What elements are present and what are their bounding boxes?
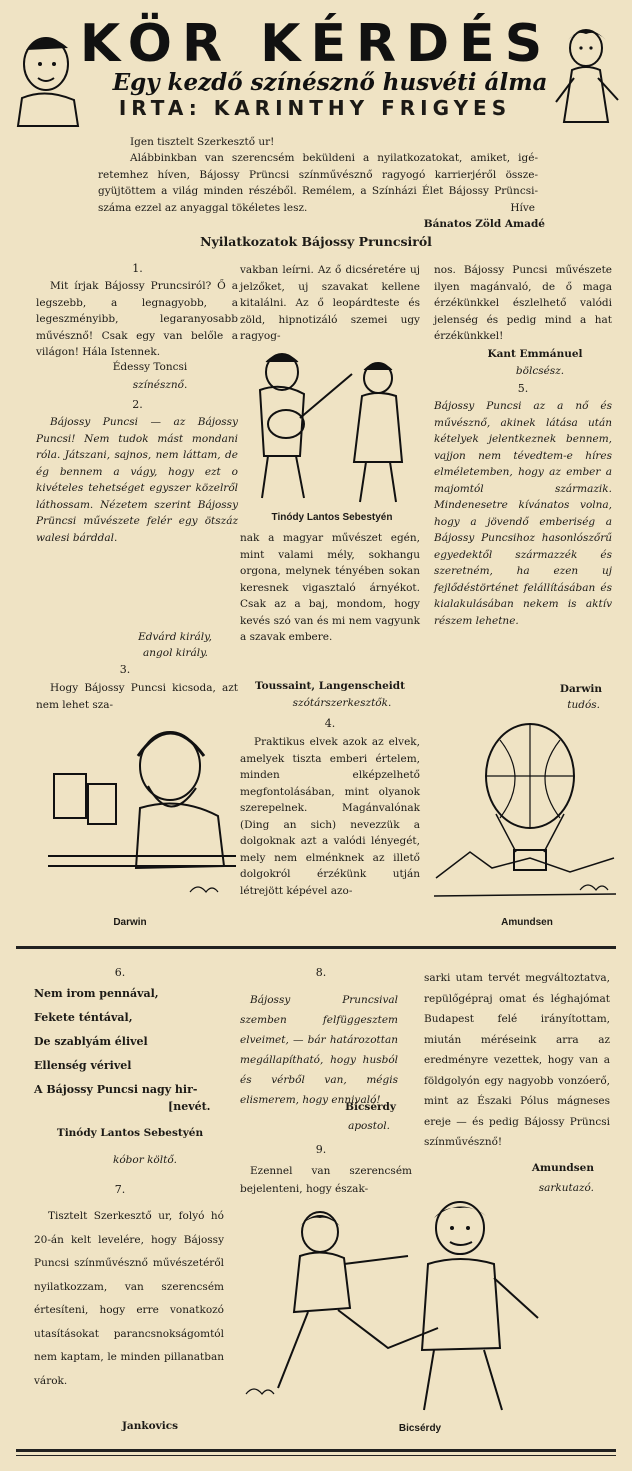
item-number-3: 3. [119, 663, 131, 676]
poem-line-2: Fekete téntával, [34, 1011, 133, 1024]
intro-salutation: Igen tisztelt Szerkesztő ur! [130, 136, 275, 148]
signature-9-title: sarkutazó. [538, 1182, 594, 1194]
statement-3: Hogy Bájossy Puncsi kicsoda, azt nem lehet sza- [36, 682, 238, 711]
header-author: IRTA: KARINTHY FRIGYES [118, 96, 512, 120]
signature-1-name: Édessy Toncsi [112, 361, 188, 373]
bicserdy-drawing [238, 1198, 618, 1418]
header-left-figure [8, 28, 88, 128]
bottom-rule-thin [16, 1455, 616, 1456]
signature-6-name: Tinódy Lantos Sebestyén [56, 1127, 204, 1139]
signature-4-title: bölcsész. [515, 365, 565, 377]
signature-8-name: Bicsérdy [345, 1101, 396, 1113]
darwin-drawing [40, 716, 240, 906]
signature-9-name: Amundsen [531, 1162, 594, 1174]
signature-3-title: szótárszerkesztők. [292, 697, 392, 709]
header-subtitle: Egy kezdő színésznő husvéti álma [112, 69, 548, 96]
amundsen-drawing [430, 718, 620, 908]
amundsen-caption: Amundsen [501, 917, 553, 928]
signature-6-title: kóbor költő. [112, 1154, 177, 1166]
statement-8: Bájossy Pruncsival szemben felfüggesztem elveimet, — bár határozottan megállapítható, hogy husból és vérből van, mégis elismerem, hogy ennivaló! [240, 994, 398, 1106]
signature-3-name: Toussaint, Langenscheidt [255, 680, 405, 692]
signature-2-name: Edvárd király, [138, 631, 212, 643]
statement-7: Tisztelt Szerkesztő ur, folyó hó 20-án kelt levelére, hogy Bájossy Puncsi színművésznő művészetéről nyilatkozzam, van szerencsém értesíteni, hogy erre vonatkozó utasításokat parancsnokságomtól nem kaptam, le minden pillanatban várok. [34, 1210, 224, 1387]
signature-7-name: Jankovics [121, 1420, 179, 1432]
header-right-figure [548, 18, 626, 124]
statement-3-end: nak a magyar művészet egén, mint valami mély, sokhangu orgona, melynek tényében sokan keresnek vigasztaló árnyékot. Csak az a baj, mondom, hogy kevés szó van és mi nem vagyunk a szavak embere. [240, 532, 420, 643]
signature-4-name: Kant Emmánuel [487, 348, 583, 360]
item-number-2: 2. [132, 398, 143, 411]
intro-signature: Bánatos Zöld Amadé [423, 218, 545, 230]
bottom-rule-thick [16, 1449, 616, 1452]
bicserdy-caption: Bicsérdy [398, 1423, 442, 1434]
signature-8-title: apostol. [348, 1120, 390, 1132]
signature-5-title: tudós. [567, 699, 600, 711]
intro-body: Alábbinkban van szerencsém beküldeni a nyilatkozatokat, amiket, igé-retemhez híven, Bájossy Prüncsi színművésznő ragyogó karrierjéről össze-gyüjtöttem a világ minden részéből. Remélem, a Színházi Élet Bájossy Prüncsi-száma ezzel az anyaggal tökéletes lesz. [98, 152, 538, 214]
tinody-drawing [240, 338, 420, 510]
statement-5: Bájossy Puncsi az a nő és művésznő, akinek látása után kételyek jelentkeznek bennem, vajjon nem tévedtem-e híres elméletemben, hogy az ember a majomtól származik. Mindenesetre kívánatos volna, hogy a jövendő emberiség a Bájossy Puncsihoz hasonlószőrű egyedektől származzék és szeretném, ha ezen uj fejlődéstörténet felállításában és kialakulásában nekem is aktív részem lehetne. [434, 400, 612, 627]
statement-9-cont: sarki utam tervét megváltoztatva, repülőgépraj omat és léghajómat Budapest felé irányítottam, miután méréseink arra az eredményre vezettek, hogy van a földgolyón egy nagyobb vonzóerő, mint az Északi Pólus mágneses ereje — és pedig Bájossy Prüncsi színművésznő! [424, 972, 610, 1148]
statement-9: Ezennel van szerencsém bejelenteni, hogy észak- [240, 1165, 412, 1195]
item-number-9: 9. [315, 1143, 327, 1156]
item-number-6: 6. [114, 966, 126, 979]
intro-closing: Híve [510, 202, 535, 214]
poem-line-1: Nem irom pennával, [34, 987, 159, 1000]
poem-line-4: Ellenség vérivel [34, 1059, 132, 1072]
signature-1-title: színésznő. [132, 379, 188, 391]
poem-line-3: De szablyám élivel [34, 1035, 148, 1048]
statement-2: Bájossy Puncsi — az Bájossy Puncsi! Nem tudok mást mondani róla. Játszani, sajnos, nem láttam, de ég bennem a vágy, hogy ezt o kivételes tehetséget egyszer közelről láthossam. Nézetem szerint Bájossy Prüncsi művészete felér egy ötszáz walesi bárddal. [36, 416, 238, 544]
item-number-4: 4. [324, 717, 336, 730]
item-number-1: 1. [132, 262, 143, 275]
statement-1: Mit írjak Bájossy Pruncsiról? Ő a legszebb, a legnagyobb, a legeszményibb, legaranyosabb művésznő! Csak egy van belőle a világon! Hála Istennek. [36, 280, 238, 358]
darwin-caption: Darwin [113, 917, 147, 928]
signature-5-name: Darwin [559, 683, 602, 695]
section-divider [16, 946, 616, 949]
item-number-5: 5. [517, 382, 529, 395]
header-title: KÖR KÉRDÉS [79, 14, 553, 74]
tinody-caption: Tinódy Lantos Sebestyén [271, 512, 393, 523]
poem-line-6: [nevét. [168, 1100, 211, 1113]
statement-4-cont: nos. Bájossy Puncsi művészete ilyen magánvaló, de ő maga érzékünkkel észlelhető valódi jelenség és pedig mind a hat érzékünkkel! [434, 264, 612, 342]
statement-4: Praktikus elvek azok az elvek, amelyek tiszta emberi értelem, minden elképzelhető megfontolásában, mint olyanok szerepelnek. Magánvalónak (Ding an sich) nevezzük a dolgoknak azt a valódi lényegét, mely nem elménknek az illető dolgokról érzékünk utján létrejött képével azo- [240, 736, 420, 897]
signature-2-title: angol király. [143, 647, 208, 659]
poem-line-5: A Bájossy Puncsi nagy hir- [34, 1083, 198, 1096]
item-number-8: 8. [315, 966, 327, 979]
item-number-7: 7. [114, 1183, 126, 1196]
section-title: Nyilatkozatok Bájossy Pruncsiról [200, 234, 432, 249]
statement-3-cont: vakban leírni. Az ő dicséretére uj jelzőket, uj szavakat kellene kitalálni. Az ő leopárdteste és zöld, hipnotizáló szemei ugy ragyog- [240, 264, 420, 342]
